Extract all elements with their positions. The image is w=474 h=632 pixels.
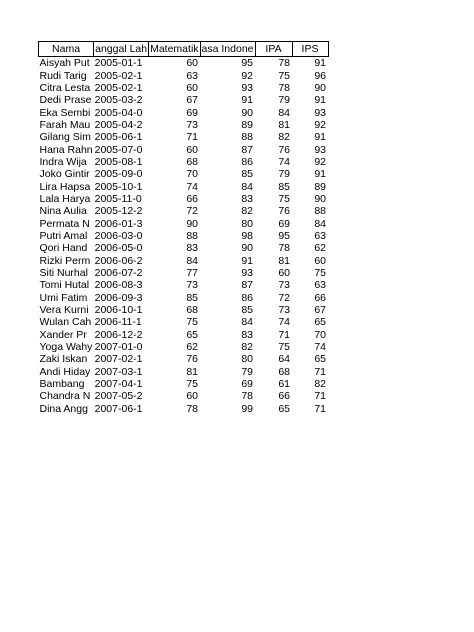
ips-cell[interactable]: 75 <box>314 267 326 280</box>
birthdate-cell[interactable]: 2006-10-1 <box>94 304 143 317</box>
ips-cell[interactable]: 90 <box>314 81 326 94</box>
ipa-cell[interactable]: 78 <box>278 242 290 255</box>
birthdate-cell[interactable]: 2007-01-0 <box>94 341 143 354</box>
birthdate-cell[interactable]: 2005-02-1 <box>94 81 143 94</box>
bahasa-indonesia-cell[interactable]: 83 <box>241 328 253 341</box>
bahasa-indonesia-cell[interactable]: 86 <box>241 155 253 168</box>
ipa-cell[interactable]: 71 <box>278 328 290 341</box>
name-cell[interactable]: Umi Fatim <box>39 291 88 304</box>
matematika-cell[interactable]: 84 <box>186 254 199 267</box>
birthdate-cell[interactable]: 2006-12-2 <box>94 328 143 341</box>
name-cell[interactable]: Rudi Tarig <box>39 69 87 82</box>
ips-cell[interactable]: 88 <box>314 205 326 218</box>
name-cell[interactable]: Vera Kurni <box>39 304 89 317</box>
name-cell[interactable]: Eka Sembi <box>39 106 91 119</box>
bahasa-indonesia-cell[interactable]: 88 <box>241 131 253 144</box>
bahasa-indonesia-cell[interactable]: 87 <box>241 143 253 156</box>
matematika-cell[interactable]: 65 <box>186 328 199 341</box>
matematika-cell[interactable]: 71 <box>186 131 199 144</box>
name-cell[interactable]: Aisyah Put <box>39 57 90 70</box>
table-row <box>39 230 329 242</box>
ips-cell[interactable]: 89 <box>314 180 326 193</box>
birthdate-cell[interactable]: 2005-11-0 <box>94 192 142 205</box>
ipa-cell[interactable]: 79 <box>278 168 290 181</box>
table-row <box>39 119 329 131</box>
name-cell[interactable]: Dedi Prase <box>39 94 92 107</box>
name-cell[interactable]: Tomi Hutal <box>39 279 90 292</box>
name-cell[interactable]: Nina Aulia <box>39 205 87 218</box>
ipa-cell[interactable]: 79 <box>278 94 290 107</box>
bahasa-indonesia-cell[interactable]: 87 <box>241 279 253 292</box>
ipa-cell[interactable]: 81 <box>278 254 290 267</box>
bahasa-indonesia-cell[interactable]: 86 <box>241 291 253 304</box>
bahasa-indonesia-cell[interactable]: 83 <box>241 192 253 205</box>
ipa-cell[interactable]: 60 <box>278 267 290 280</box>
matematika-cell[interactable]: 68 <box>186 155 199 168</box>
table-row <box>39 143 329 155</box>
name-cell[interactable]: Rizki Perm <box>39 254 91 267</box>
birthdate-cell[interactable]: 2005-04-0 <box>94 106 143 119</box>
table-row <box>39 82 329 94</box>
bahasa-indonesia-cell[interactable]: 84 <box>241 180 253 193</box>
name-cell[interactable]: Hana Rahn <box>39 143 93 156</box>
ips-cell[interactable]: 65 <box>314 316 326 329</box>
birthdate-cell[interactable]: 2006-01-3 <box>94 217 143 230</box>
table-row <box>39 205 329 217</box>
name-cell[interactable]: Permata N <box>39 217 90 230</box>
ipa-cell[interactable]: 75 <box>278 341 290 354</box>
bahasa-indonesia-cell[interactable]: 84 <box>241 316 253 329</box>
header-cell-matematika[interactable]: Matematik <box>150 43 199 55</box>
ipa-cell[interactable]: 72 <box>278 291 290 304</box>
ipa-cell[interactable]: 76 <box>278 143 290 156</box>
name-cell[interactable]: Farah Mau <box>39 118 91 131</box>
name-cell[interactable]: Bambang <box>39 378 85 391</box>
table-row <box>39 316 329 328</box>
matematika-cell[interactable]: 74 <box>186 180 199 193</box>
birthdate-cell[interactable]: 2007-02-1 <box>94 353 143 366</box>
ipa-cell[interactable]: 81 <box>278 118 290 131</box>
table-row <box>39 267 329 279</box>
table-row <box>39 106 329 118</box>
ips-cell[interactable]: 65 <box>314 353 326 366</box>
bahasa-indonesia-cell[interactable]: 95 <box>241 57 253 70</box>
birthdate-cell[interactable]: 2006-03-0 <box>94 229 143 242</box>
spreadsheet-page <box>38 41 329 415</box>
ipa-cell[interactable]: 66 <box>278 390 290 403</box>
table-row <box>39 69 329 81</box>
birthdate-cell[interactable]: 2006-11-1 <box>94 316 142 329</box>
ips-cell[interactable]: 60 <box>314 254 326 267</box>
header-cell-tanggal-lahir[interactable]: anggal Lah <box>95 43 148 55</box>
matematika-cell[interactable]: 63 <box>186 69 199 82</box>
ipa-cell[interactable]: 78 <box>278 81 290 94</box>
bahasa-indonesia-cell[interactable]: 98 <box>241 229 253 242</box>
bahasa-indonesia-cell[interactable]: 78 <box>241 390 253 403</box>
ips-cell[interactable]: 74 <box>314 341 326 354</box>
name-cell[interactable]: Qori Hand <box>39 242 88 255</box>
matematika-cell[interactable]: 72 <box>186 205 199 218</box>
bahasa-indonesia-cell[interactable]: 93 <box>241 81 253 94</box>
ipa-cell[interactable]: 73 <box>278 304 290 317</box>
table-row <box>39 403 329 415</box>
ips-cell[interactable]: 90 <box>314 192 326 205</box>
ips-cell[interactable]: 70 <box>314 328 326 341</box>
name-cell[interactable]: Zaki Iskan <box>39 353 88 366</box>
birthdate-cell[interactable]: 2005-01-1 <box>94 57 143 70</box>
bahasa-indonesia-cell[interactable]: 80 <box>241 353 253 366</box>
matematika-cell[interactable]: 70 <box>186 168 199 181</box>
matematika-cell[interactable]: 73 <box>186 279 199 292</box>
birthdate-cell[interactable]: 2006-08-3 <box>94 279 143 292</box>
ips-cell[interactable]: 96 <box>314 69 326 82</box>
ipa-cell[interactable]: 65 <box>278 402 290 415</box>
birthdate-cell[interactable]: 2005-06-1 <box>94 131 143 144</box>
student-grades-table <box>38 41 329 415</box>
matematika-cell[interactable]: 73 <box>186 118 199 131</box>
ipa-cell[interactable]: 95 <box>278 229 290 242</box>
ips-cell[interactable]: 67 <box>314 304 326 317</box>
ips-cell[interactable]: 62 <box>314 242 326 255</box>
birthdate-cell[interactable]: 2005-10-1 <box>94 180 143 193</box>
table-row <box>39 304 329 316</box>
ips-cell[interactable]: 91 <box>314 94 326 107</box>
ipa-cell[interactable]: 78 <box>278 57 290 70</box>
matematika-cell[interactable]: 60 <box>186 81 199 94</box>
name-cell[interactable]: Indra Wija <box>39 155 87 168</box>
ipa-cell[interactable]: 75 <box>278 192 290 205</box>
bahasa-indonesia-cell[interactable]: 82 <box>241 341 253 354</box>
matematika-cell[interactable]: 75 <box>186 316 199 329</box>
ipa-cell[interactable]: 75 <box>278 69 290 82</box>
bahasa-indonesia-cell[interactable]: 90 <box>241 242 253 255</box>
bahasa-indonesia-cell[interactable]: 99 <box>241 402 253 415</box>
ipa-cell[interactable]: 74 <box>278 316 290 329</box>
table-row <box>39 156 329 168</box>
ips-cell[interactable]: 91 <box>314 168 326 181</box>
table-row <box>39 329 329 341</box>
birthdate-cell[interactable]: 2006-05-0 <box>94 242 143 255</box>
matematika-cell[interactable]: 60 <box>186 57 199 70</box>
ips-cell[interactable]: 71 <box>314 365 326 378</box>
ips-cell[interactable]: 91 <box>314 131 326 144</box>
matematika-cell[interactable]: 62 <box>186 341 199 354</box>
ips-cell[interactable]: 93 <box>314 106 326 119</box>
bahasa-indonesia-cell[interactable]: 89 <box>241 118 253 131</box>
table-row <box>39 180 329 192</box>
ips-cell[interactable]: 82 <box>314 378 326 391</box>
matematika-cell[interactable]: 66 <box>186 192 199 205</box>
table-row <box>39 57 329 70</box>
matematika-cell[interactable]: 75 <box>186 378 199 391</box>
bahasa-indonesia-cell[interactable]: 90 <box>241 106 253 119</box>
name-cell[interactable]: Yoga Wahy <box>39 341 93 354</box>
ips-cell[interactable]: 84 <box>314 217 326 230</box>
name-cell[interactable]: Gilang Sim <box>39 131 91 144</box>
table-row <box>39 193 329 205</box>
table-row <box>39 242 329 254</box>
name-cell[interactable]: Xander Pr <box>39 328 87 341</box>
name-cell[interactable]: Putri Amal <box>39 229 88 242</box>
name-cell[interactable]: Wulan Cah <box>39 316 92 329</box>
ipa-cell[interactable]: 76 <box>278 205 290 218</box>
bahasa-indonesia-cell[interactable]: 82 <box>241 205 253 218</box>
name-cell[interactable]: Lira Hapsa <box>39 180 91 193</box>
ips-cell[interactable]: 71 <box>314 390 326 403</box>
table-row <box>39 279 329 291</box>
table-row <box>39 255 329 267</box>
birthdate-cell[interactable]: 2005-12-2 <box>94 205 143 218</box>
birthdate-cell[interactable]: 2005-04-2 <box>94 118 143 131</box>
header-cell-bahasa-indonesia[interactable]: asa Indone <box>201 43 254 55</box>
name-cell[interactable]: Siti Nurhal <box>39 267 88 280</box>
ipa-cell[interactable]: 69 <box>278 217 290 230</box>
table-row <box>39 390 329 402</box>
bahasa-indonesia-cell[interactable]: 80 <box>241 217 253 230</box>
birthdate-cell[interactable]: 2005-03-2 <box>94 94 143 107</box>
bahasa-indonesia-cell[interactable]: 91 <box>241 94 253 107</box>
birthdate-cell[interactable]: 2006-07-2 <box>94 267 143 280</box>
matematika-cell[interactable]: 69 <box>186 106 199 119</box>
bahasa-indonesia-cell[interactable]: 92 <box>241 69 253 82</box>
ips-cell[interactable]: 71 <box>314 402 326 415</box>
birthdate-cell[interactable]: 2005-07-0 <box>94 143 143 156</box>
table-row <box>39 94 329 106</box>
matematika-cell[interactable]: 83 <box>186 242 199 255</box>
birthdate-cell[interactable]: 2005-09-0 <box>94 168 143 181</box>
ipa-cell[interactable]: 84 <box>278 106 290 119</box>
table-row <box>39 366 329 378</box>
table-row <box>39 353 329 365</box>
table-body <box>39 57 329 415</box>
table-row <box>39 341 329 353</box>
ipa-cell[interactable]: 64 <box>278 353 290 366</box>
matematika-cell[interactable]: 68 <box>186 304 199 317</box>
matematika-cell[interactable]: 67 <box>186 94 199 107</box>
ips-cell[interactable]: 93 <box>314 143 326 156</box>
table-row <box>39 131 329 143</box>
name-cell[interactable]: Lala Harya <box>39 192 91 205</box>
birthdate-cell[interactable]: 2006-06-2 <box>94 254 143 267</box>
name-cell[interactable]: Joko Gintir <box>39 168 90 181</box>
ips-cell[interactable]: 91 <box>314 57 326 70</box>
matematika-cell[interactable]: 78 <box>186 402 199 415</box>
birthdate-cell[interactable]: 2005-02-1 <box>94 69 143 82</box>
bahasa-indonesia-cell[interactable]: 91 <box>241 254 253 267</box>
birthdate-cell[interactable]: 2007-04-1 <box>94 378 143 391</box>
table-row <box>39 217 329 229</box>
birthdate-cell[interactable]: 2007-03-1 <box>94 365 143 378</box>
birthdate-cell[interactable]: 2007-06-1 <box>94 402 143 415</box>
name-cell[interactable]: Andi Hiday <box>39 365 91 378</box>
name-cell[interactable]: Citra Lesta <box>39 81 91 94</box>
header-cell-nama[interactable]: Nama <box>39 42 94 57</box>
matematika-cell[interactable]: 85 <box>186 291 199 304</box>
name-cell[interactable]: Dina Angg <box>39 402 88 415</box>
birthdate-cell[interactable]: 2006-09-3 <box>94 291 143 304</box>
birthdate-cell[interactable]: 2007-05-2 <box>94 390 143 403</box>
matematika-cell[interactable]: 76 <box>186 353 199 366</box>
matematika-cell[interactable]: 60 <box>186 390 199 403</box>
matematika-cell[interactable]: 88 <box>186 229 199 242</box>
ipa-cell[interactable]: 68 <box>278 365 290 378</box>
ips-cell[interactable]: 66 <box>314 291 326 304</box>
bahasa-indonesia-cell[interactable]: 69 <box>241 378 253 391</box>
bahasa-indonesia-cell[interactable]: 93 <box>241 267 253 280</box>
header-cell-ips[interactable]: IPS <box>292 42 328 57</box>
ips-cell[interactable]: 92 <box>314 118 326 131</box>
ipa-cell[interactable]: 74 <box>278 155 290 168</box>
matematika-cell[interactable]: 81 <box>186 365 199 378</box>
birthdate-cell[interactable]: 2005-08-1 <box>94 155 143 168</box>
table-row <box>39 168 329 180</box>
header-cell-ipa[interactable]: IPA <box>255 42 292 57</box>
bahasa-indonesia-cell[interactable]: 85 <box>241 304 253 317</box>
matematika-cell[interactable]: 60 <box>186 143 199 156</box>
ips-cell[interactable]: 92 <box>314 155 326 168</box>
ips-cell[interactable]: 63 <box>314 229 326 242</box>
ipa-cell[interactable]: 61 <box>278 378 290 391</box>
ipa-cell[interactable]: 82 <box>278 131 290 144</box>
ipa-cell[interactable]: 85 <box>278 180 290 193</box>
header-row <box>39 42 329 57</box>
matematika-cell[interactable]: 77 <box>186 267 199 280</box>
bahasa-indonesia-cell[interactable]: 85 <box>241 168 253 181</box>
name-cell[interactable]: Chandra N <box>39 390 91 403</box>
ipa-cell[interactable]: 73 <box>278 279 290 292</box>
bahasa-indonesia-cell[interactable]: 79 <box>241 365 253 378</box>
ips-cell[interactable]: 63 <box>314 279 326 292</box>
matematika-cell[interactable]: 90 <box>186 217 199 230</box>
table-row <box>39 292 329 304</box>
table-row <box>39 378 329 390</box>
